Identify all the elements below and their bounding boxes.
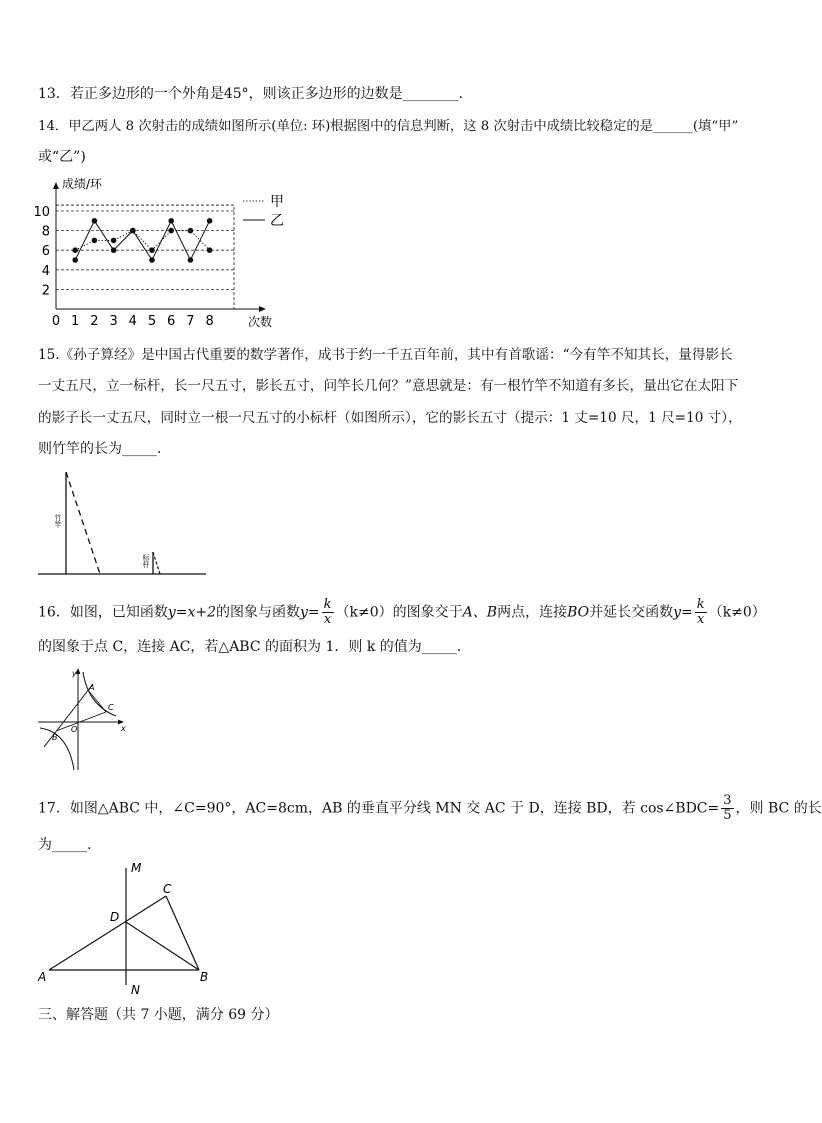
legend-label-2: 乙 xyxy=(270,213,284,229)
q16-condition-2: （k≠0） xyxy=(708,604,766,621)
q16-condition: （k≠0） xyxy=(335,604,393,621)
x-tick-label: 7 xyxy=(186,314,195,329)
y-tick-label: 8 xyxy=(41,224,50,240)
question-15-line-2: 一丈五尺，立一标杆，长一尺五寸，影长五寸，问竿长几何？”意思就是：有一根竹竿不知道有多长，量出它在太阳下 xyxy=(38,378,739,394)
question-14-line-2: 或“乙”) xyxy=(38,149,86,165)
label-c: C xyxy=(108,703,114,712)
q16-points-ab: A、B xyxy=(462,604,498,621)
x-tick-label: 2 xyxy=(90,314,99,329)
label-c: C xyxy=(163,882,172,896)
y-tick-label: 10 xyxy=(33,205,50,220)
q16-text-1: 16．如图，已知函数 xyxy=(38,604,168,621)
y-tick-label: 6 xyxy=(41,244,50,260)
q16-y-equals-2: y= xyxy=(673,604,693,621)
q16-linear-function: y=x+2 xyxy=(167,604,217,621)
q16-denominator: x xyxy=(323,612,332,627)
q16-text-2: 的图象与函数 xyxy=(216,604,301,621)
label-d: D xyxy=(110,910,120,924)
bamboo-pole-label: 竹竿 xyxy=(54,514,62,528)
q16-segment-bo: BO xyxy=(567,604,590,621)
q16-numerator-2: k xyxy=(696,597,705,612)
label-a: A xyxy=(89,683,95,692)
q17-numerator: 3 xyxy=(723,793,732,808)
label-m: M xyxy=(131,861,142,875)
label-b: B xyxy=(52,733,58,742)
x-axis-label: 次数 xyxy=(248,315,273,329)
q16-text-5: 并延长交函数 xyxy=(589,604,674,621)
question-16-line-2: 的图象于点 C，连接 AC，若△ABC 的面积为 1．则 k 的值为_____. xyxy=(38,639,462,655)
q16-y-equals: y= xyxy=(300,604,320,621)
x-tick-label: 1 xyxy=(71,314,80,329)
q17-text-1: 17．如图△ABC 中，∠C=90°，AC=8cm，AB 的垂直平分线 MN 交 AC 于 D，连接 BD，若 cos∠BDC= xyxy=(38,800,720,817)
x-tick-label: 4 xyxy=(128,314,137,329)
label-y: y xyxy=(72,669,77,678)
label-x: x xyxy=(121,724,126,733)
label-n: N xyxy=(131,983,140,997)
question-13: 13．若正多边形的一个外角是45°，则该正多边形的边数是________. xyxy=(38,86,464,102)
q16-text-4: 两点，连接 xyxy=(497,604,568,621)
x-tick-label: 0 xyxy=(51,314,61,329)
q16-text-3: 的图象交于 xyxy=(392,604,463,621)
y-tick-label: 2 xyxy=(41,283,50,299)
label-b: B xyxy=(200,970,209,984)
question-17-line-2: 为_____. xyxy=(38,837,92,853)
question-15-line-1: 15.《孙子算经》是中国古代重要的数学著作，成书于约一千五百年前，其中有首歌谣：“今有竿不知其长，量得影长 xyxy=(38,347,733,363)
y-tick-label: 4 xyxy=(41,263,50,279)
x-tick-label: 3 xyxy=(109,314,118,329)
label-a: A xyxy=(38,970,47,984)
q17-text-2: ，则 BC 的长 xyxy=(735,800,822,817)
x-tick-label: 5 xyxy=(147,314,157,329)
question-14-line-1: 14．甲乙两人 8 次射击的成绩如图所示(单位: 环)根据图中的信息判断，这 8 次射击中成绩比较稳定的是______(填“甲” xyxy=(38,119,739,134)
x-tick-label: 8 xyxy=(205,314,214,329)
q16-denominator-2: x xyxy=(697,612,705,627)
marker-rod-label: 标杆 xyxy=(142,554,150,568)
question-15-line-3: 的影子长一丈五尺，同时立一根一尺五寸的小标杆（如图所示），它的影长五寸（提示：1 丈=10 尺，1 尺=10 寸）， xyxy=(38,410,742,426)
section-3-heading: 三、解答题（共 7 小题，满分 69 分） xyxy=(38,1007,279,1023)
question-15-line-4: 则竹竿的长为_____. xyxy=(38,441,162,457)
q16-numerator: k xyxy=(323,597,332,612)
q17-denominator: 5 xyxy=(723,808,732,823)
x-tick-label: 6 xyxy=(167,314,176,329)
segment-ac xyxy=(49,896,166,970)
label-o: O xyxy=(71,725,78,734)
y-axis-label: 成绩/环 xyxy=(62,177,103,191)
legend-label-1: 甲 xyxy=(270,194,284,210)
